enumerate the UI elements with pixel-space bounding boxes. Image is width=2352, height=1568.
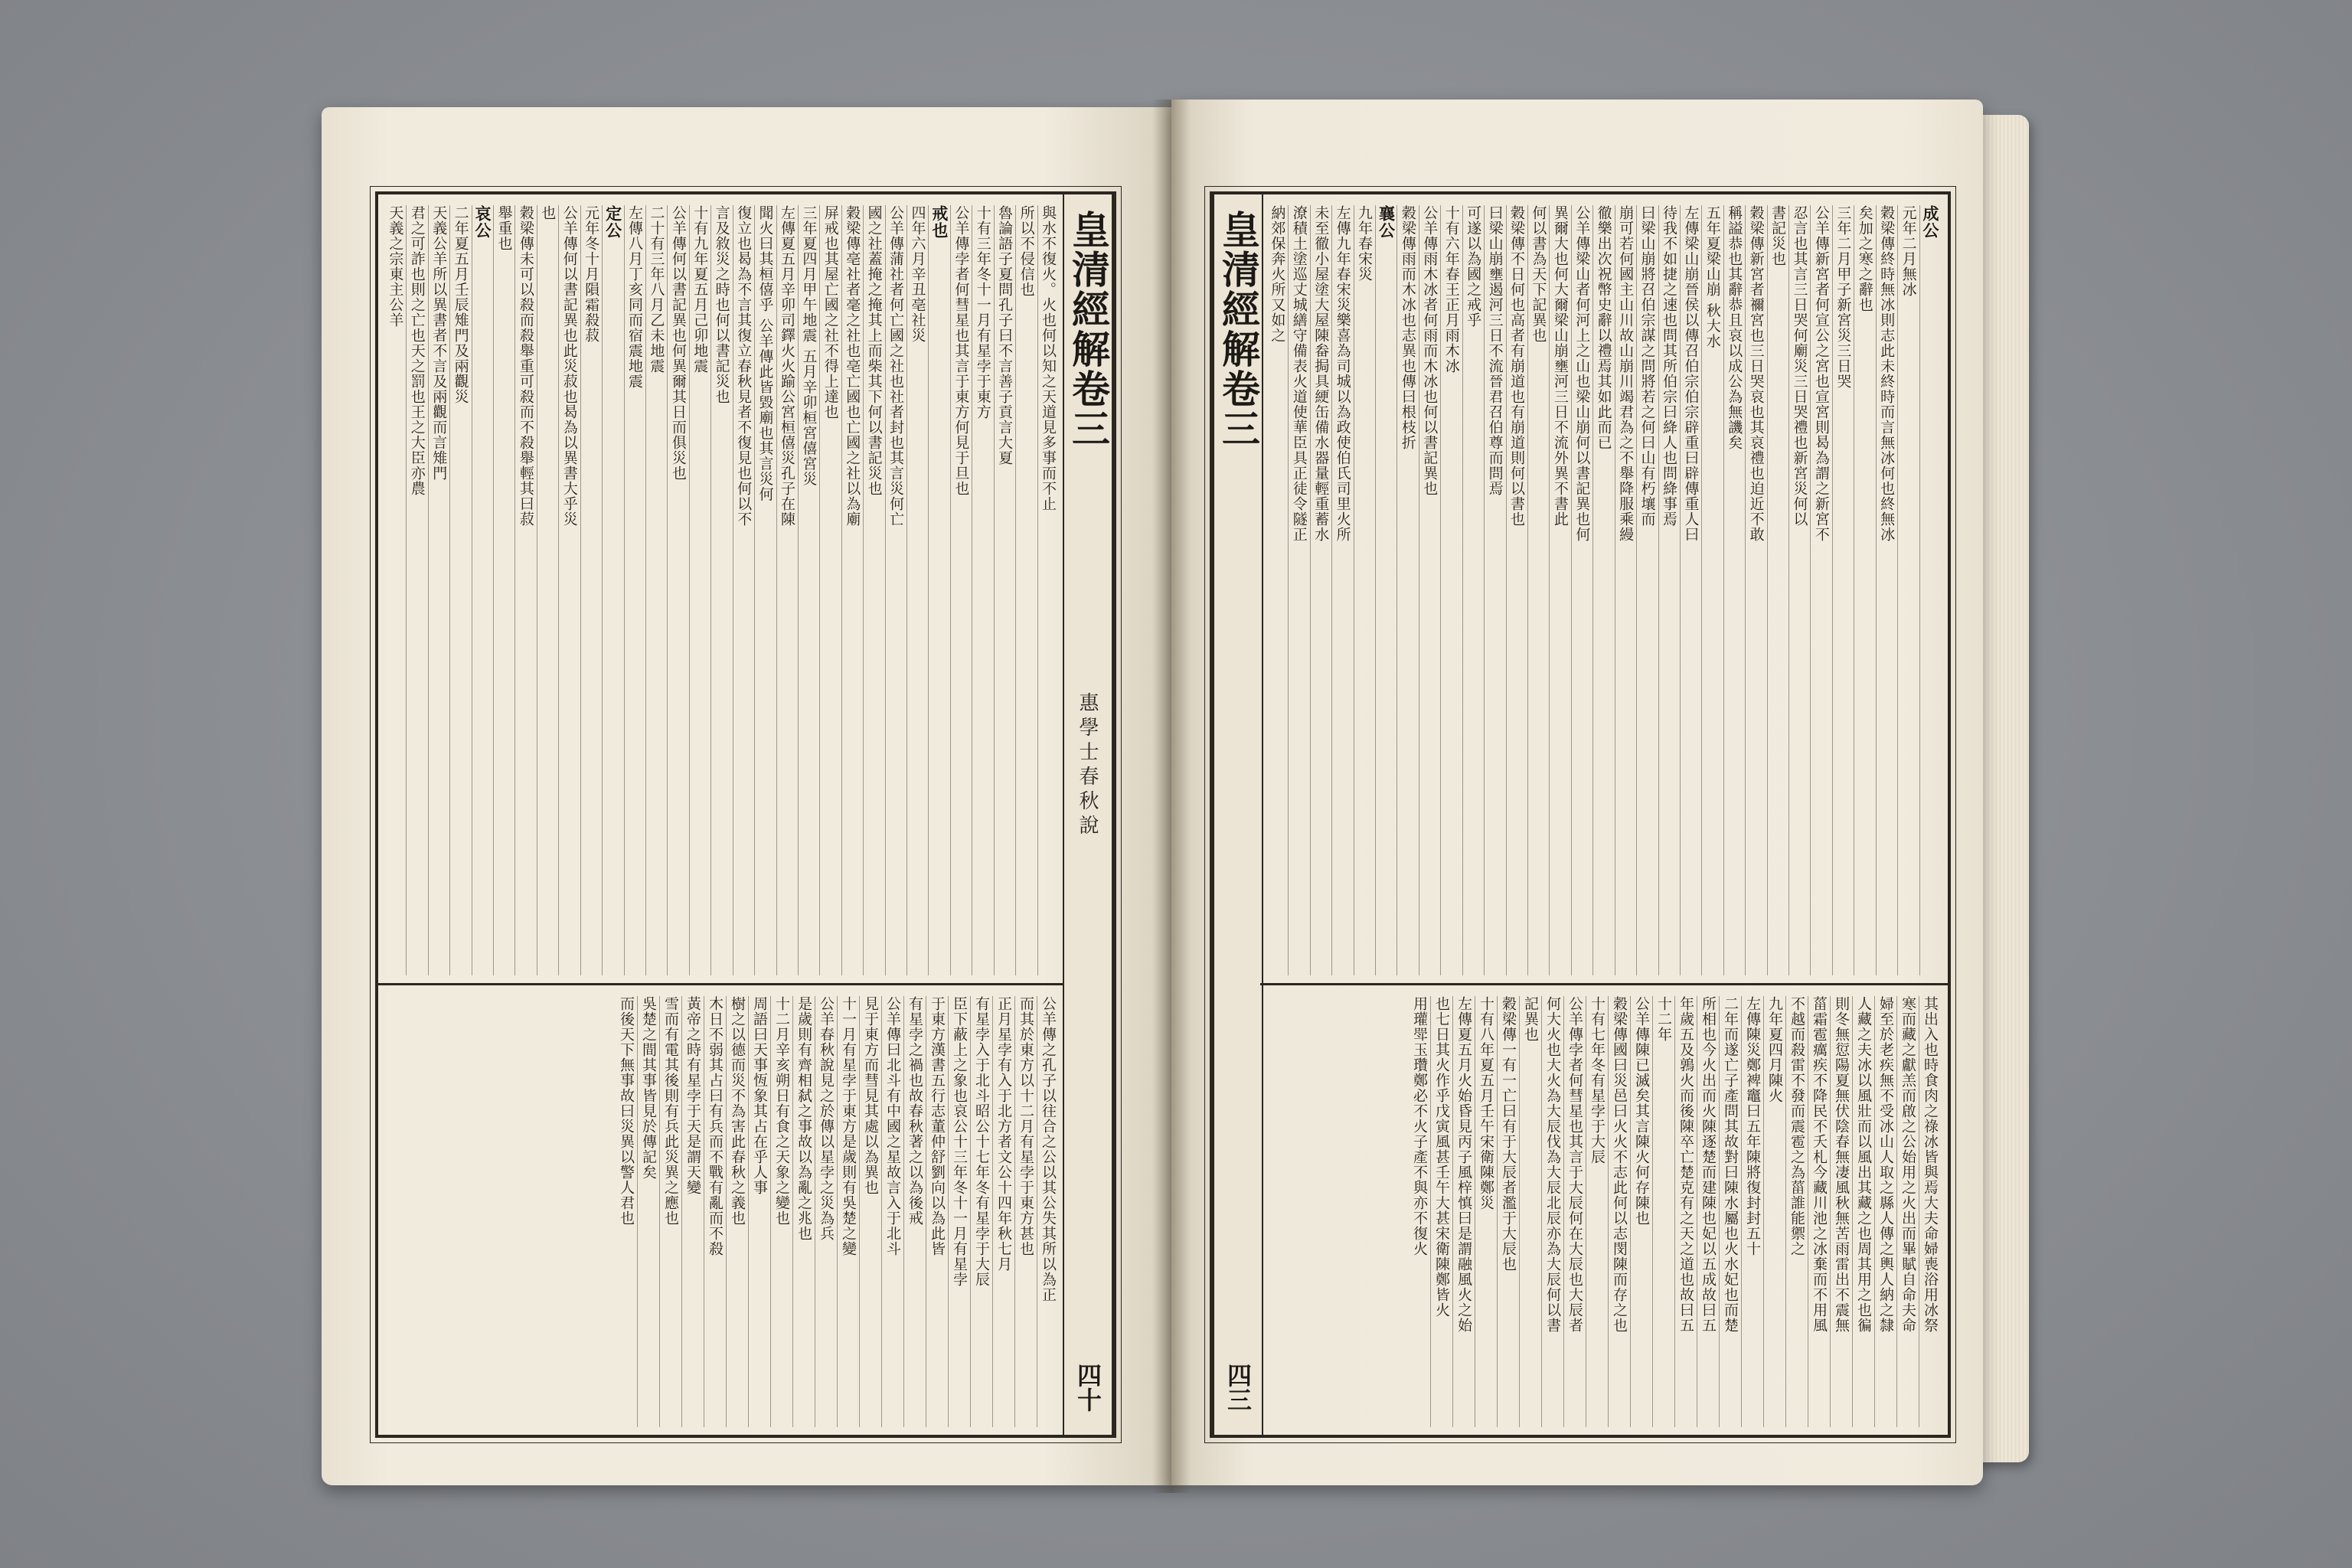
column-rule (689, 205, 690, 975)
column-rule (1785, 996, 1786, 1427)
column-rule (1763, 996, 1764, 1427)
left-author-title: 惠學士春秋說 (1076, 692, 1099, 839)
text-column: 曰梁山崩壅遏河三日不流晉君召伯尊而問焉 (1486, 205, 1504, 496)
column-rule (1331, 205, 1332, 975)
text-column: 聞火曰其桓僖乎 公羊傳此皆毀廟也其言災何 (756, 205, 774, 502)
column-rule (1680, 205, 1681, 975)
text-column: 三年夏四月甲午地震 五月辛卯桓宮僖宮災 (800, 205, 818, 487)
text-column: 穀梁傳新宮者禰宮也三日哭哀也其哀禮也迫近不敢 (1747, 205, 1765, 542)
text-column: 二年夏五月壬辰雉門及兩觀災 (452, 205, 469, 404)
text-column: 崩可若何國主山川故山崩川竭君為之不舉降服乘縵 (1617, 205, 1635, 542)
column-rule (1652, 996, 1653, 1427)
text-column: 元年冬十月隕霜殺菽 (583, 205, 600, 343)
text-column: 舉重也 (495, 205, 513, 251)
column-rule (776, 205, 777, 975)
text-column: 也七日其火作乎戊寅風甚壬午大甚宋衛陳鄭皆火 (1433, 996, 1450, 1318)
text-column: 公羊傳蒲社者何亡國之社也社者封也其言災何亡 (887, 205, 905, 527)
section-heading: 成公 (1921, 205, 1940, 239)
text-column: 年歲五及鶉火而後陳卒亡楚克有之天之道也故曰五 (1677, 996, 1694, 1333)
right-folio: 四三 (1223, 1363, 1253, 1412)
right-upper-columns (1268, 205, 1940, 975)
text-column: 穀梁傳雨而木冰也志異也傳曰根枝折 (1399, 205, 1416, 450)
text-column: 十一月有星孛于東方是歲則有吳楚之變 (840, 996, 857, 1256)
text-column: 天義之宗東主公羊 (387, 205, 404, 328)
right-volume-label: 卷三 (1216, 369, 1261, 449)
text-column: 臣下蔽上之象也哀公十三年冬十一月有星孛 (951, 996, 968, 1287)
text-column: 周語曰天事恆象其占在乎人事 (751, 996, 768, 1195)
column-rule (1396, 205, 1397, 975)
text-column: 穀梁傳國曰災邑曰火火不志此何以志閔陳而存之也 (1611, 996, 1628, 1333)
column-rule (493, 205, 494, 975)
column-rule (558, 205, 559, 975)
text-column: 穀梁傳未可以殺而殺舉重可殺而不殺舉輕其曰菽 (517, 205, 534, 527)
left-lower-register (378, 985, 1066, 1435)
column-rule (1810, 205, 1811, 975)
column-rule (428, 205, 429, 975)
column-rule (1484, 205, 1485, 975)
text-column: 稱謚恭也其辭恭且哀以成公為無譏矣 (1726, 205, 1743, 450)
text-column: 未至徹小屋塗大屋陳畚挶具綆缶備水器量輕重蓄水 (1312, 205, 1330, 542)
column-rule (1876, 205, 1877, 975)
text-column: 寒而藏之獻羔而啟之公始用之火出而畢賦自命夫命 (1900, 996, 1916, 1333)
column-rule (837, 996, 838, 1427)
column-rule (514, 205, 515, 975)
column-rule (602, 205, 603, 975)
text-column: 天義公羊所以異書者不言及兩觀而言雉門 (430, 205, 448, 481)
text-column: 左傳夏五月辛卯司鐸火火踰公宮桓僖災孔子在陳 (778, 205, 795, 527)
column-rule (1874, 996, 1875, 1427)
text-column: 公羊傳曰北斗有中國之星故言入于北斗 (884, 996, 901, 1256)
text-column: 待我不如捷之速也問其所伯宗曰絳人也問絳事焉 (1660, 205, 1677, 527)
column-rule (710, 205, 711, 975)
text-column: 而其於東方以十二月有星孛于東方甚也 (1018, 996, 1034, 1256)
text-column: 黃帝之時有星孛于天是謂天變 (684, 996, 701, 1195)
column-rule (1897, 205, 1898, 975)
column-rule (1658, 205, 1659, 975)
text-column: 公羊傳孛者何彗星也其言于大辰何在大辰也大辰者 (1566, 996, 1583, 1333)
column-rule (1310, 205, 1311, 975)
text-column: 其出入也時食肉之祿冰皆與焉大夫命婦喪浴用冰祭 (1922, 996, 1939, 1333)
text-column: 左傳九年春宋災樂喜為司城以為政使伯氏司里火所 (1334, 205, 1351, 542)
text-column: 納郊保奔火所又如之 (1269, 205, 1286, 343)
column-rule (1788, 205, 1789, 975)
text-column: 左傳陳災鄭裨竈曰五年陳將復封封五十 (1744, 996, 1761, 1256)
column-rule (928, 205, 929, 975)
text-column: 十有三年冬十一月有星孛于東方 (974, 205, 991, 420)
left-banner (1063, 194, 1113, 1435)
column-rule (1015, 205, 1016, 975)
text-column: 雪而有電其後則有兵此災異之應也 (662, 996, 679, 1226)
text-column: 不越而殺雷不發而震雹之為菑誰能禦之 (1788, 996, 1805, 1256)
text-column: 也 (539, 205, 557, 220)
section-heading: 襄公 (1377, 205, 1396, 239)
column-rule (1830, 996, 1831, 1427)
column-rule (1919, 205, 1920, 975)
text-column: 則冬無愆陽夏無伏陰春無凄風秋無苦雨雷出不震無 (1833, 996, 1850, 1333)
column-rule (819, 205, 820, 975)
column-rule (748, 996, 749, 1427)
column-rule (1592, 205, 1593, 975)
text-column: 用瓘斝玉瓚鄭必不火子產不與亦不復火 (1411, 996, 1428, 1256)
column-rule (792, 996, 793, 1427)
text-column: 菑霜雹癘疾不降民不夭札今藏川池之冰棄而不用風 (1811, 996, 1828, 1333)
column-rule (449, 205, 450, 975)
column-rule (1014, 996, 1015, 1427)
column-rule (1723, 205, 1724, 975)
column-rule (1674, 996, 1675, 1427)
column-rule (1452, 996, 1453, 1427)
column-rule (1541, 996, 1542, 1427)
column-rule (1527, 205, 1528, 975)
text-column: 十有六年春王正月雨木冰 (1442, 205, 1460, 374)
left-lower-columns (386, 996, 1058, 1427)
column-rule (1896, 996, 1897, 1427)
column-rule (992, 996, 993, 1427)
text-column: 復立也曷為不言其復立春秋見者不復見也何以不 (735, 205, 753, 527)
left-upper-columns (386, 205, 1058, 975)
text-column: 公羊春秋說見之於傳以星孛之災為兵 (818, 996, 835, 1241)
column-rule (859, 996, 860, 1427)
text-column: 曰梁山崩將召伯宗謀之問將若之何曰山有朽壤而 (1638, 205, 1656, 527)
text-column: 公羊傳何以書記異也此災菽也曷為以異書大乎災 (560, 205, 578, 527)
column-rule (1719, 996, 1720, 1427)
open-book (322, 84, 2029, 1516)
left-series-title: 皇清經解 (1066, 210, 1111, 369)
text-column: 穀梁傳一有一亡曰有于大辰者濫于大辰也 (1500, 996, 1517, 1272)
text-column: 可遂以為國之戒乎 (1465, 205, 1482, 328)
text-column: 而後天下無事故曰災異以警人君也 (618, 996, 635, 1226)
text-column: 九年夏四月陳火 (1766, 996, 1783, 1103)
text-column: 所以不侵信也 (1018, 205, 1035, 297)
text-column: 木日不弱其占曰有兵而不戰有亂而不殺 (707, 996, 724, 1256)
text-column: 穀梁傳終時無冰則志此未終時而言無冰何也終無冰 (1878, 205, 1896, 542)
column-rule (726, 996, 727, 1427)
text-column: 人藏之夫冰以風壯而以風出其藏之也周其用之也徧 (1855, 996, 1872, 1333)
column-rule (754, 205, 755, 975)
text-column: 正月星孛有入于北方者文公十四年秋七月 (995, 996, 1012, 1272)
text-column: 四年六月辛丑亳社災 (909, 205, 926, 343)
text-column: 記異也 (1522, 996, 1539, 1042)
text-column: 樹之以德而災不為害此春秋之義也 (729, 996, 746, 1226)
book-gutter (1152, 100, 1191, 1493)
column-rule (1037, 205, 1038, 975)
left-banner-title (1067, 210, 1109, 449)
text-column: 與水不復火。火也何以知之天道見多事而不止 (1040, 205, 1057, 511)
text-column: 矣加之寒之辭也 (1856, 205, 1873, 312)
text-column: 書記災也 (1769, 205, 1787, 266)
text-column: 公羊傳何以書記異也何異爾其日而俱災也 (669, 205, 687, 481)
column-rule (950, 205, 951, 975)
text-column: 十二年 (1655, 996, 1672, 1042)
column-rule (1462, 205, 1463, 975)
text-column: 公羊傳孛者何彗星也其言于東方何見于旦也 (952, 205, 970, 496)
right-upper-register (1260, 194, 1948, 985)
text-column: 何以書為天下記異也 (1530, 205, 1547, 343)
text-column: 二年而遂亡子產問其故對曰陳水屬也火水妃也而楚 (1722, 996, 1739, 1333)
column-rule (903, 996, 904, 1427)
text-column: 公羊傳之孔子以往合之公以其公失其所以為正 (1040, 996, 1057, 1302)
text-column: 十有八年夏五月壬午宋衛陳鄭災 (1478, 996, 1494, 1210)
column-rule (885, 205, 886, 975)
text-column: 婦至於老疾無不受冰山人取之縣人傳之輿人納之隸 (1877, 996, 1894, 1333)
column-rule (1519, 996, 1520, 1427)
text-column: 元年二月無冰 (1900, 205, 1917, 297)
right-banner (1213, 194, 1263, 1435)
column-rule (770, 996, 771, 1427)
left-page (322, 107, 1171, 1485)
column-rule (1549, 205, 1550, 975)
text-column: 公羊傳雨木冰者何雨而木冰也何以書記異也 (1421, 205, 1439, 496)
column-rule (970, 996, 971, 1427)
column-rule (637, 996, 638, 1427)
column-rule (1563, 996, 1564, 1427)
text-column: 有星孛入于北斗昭公十七年冬有星孛于大辰 (973, 996, 990, 1287)
column-rule (841, 205, 842, 975)
column-rule (1832, 205, 1833, 975)
column-rule (1852, 996, 1853, 1427)
text-column: 國之社蓋掩之掩其上而柴其下何以書記災也 (865, 205, 883, 496)
text-column: 吳楚之間其事皆見於傳記矣 (640, 996, 657, 1180)
text-column: 九年春宋災 (1356, 205, 1374, 282)
column-rule (1497, 996, 1498, 1427)
column-rule (1571, 205, 1572, 975)
column-rule (681, 996, 682, 1427)
column-rule (1440, 205, 1441, 975)
text-column: 忍言也其言三日哭何廟災三日哭禮也新宮災何以 (1791, 205, 1808, 527)
text-column: 左傳梁山崩晉侯以傳召伯宗伯宗辟重曰辟傳重人曰 (1682, 205, 1700, 542)
column-rule (1506, 205, 1507, 975)
text-column: 魯論語子夏問孔子曰不言善子貢言大夏 (996, 205, 1014, 466)
left-folio: 四十 (1073, 1363, 1102, 1412)
column-rule (994, 205, 995, 975)
text-column: 穀梁傳不日何也高者有崩道也有崩道則何以書也 (1508, 205, 1525, 527)
column-rule (624, 205, 625, 975)
right-lower-columns (1268, 996, 1940, 1427)
text-column: 公羊傳新宮者何宣公之宮也宣宮則曷為謂之新宮不 (1812, 205, 1830, 542)
section-heading: 定公 (603, 205, 623, 239)
text-column: 十有七年冬有星孛于大辰 (1589, 996, 1606, 1165)
right-page-frame (1210, 191, 1951, 1438)
column-rule (580, 205, 581, 975)
text-column: 有星孛之禍也故春秋著之以為後戒 (906, 996, 923, 1226)
left-upper-register (378, 194, 1066, 985)
text-column: 左傳八月丁亥同而宿震地震 (626, 205, 643, 389)
column-rule (645, 205, 646, 975)
right-lower-register (1260, 985, 1948, 1435)
column-rule (659, 996, 660, 1427)
text-column: 君之可詐也則之亡也天之罰也王之大臣亦農 (408, 205, 426, 496)
column-rule (1288, 205, 1289, 975)
text-column: 言及敘災之時也何以書記災也 (713, 205, 730, 404)
text-column: 三年二月甲子新宮災三日哭 (1834, 205, 1852, 389)
column-rule (667, 205, 668, 975)
text-column: 公羊傳梁山者何河上之山也梁山崩何以書記異也何 (1573, 205, 1591, 542)
right-page (1171, 100, 1983, 1485)
text-column: 見于東方而彗見其處以為異也 (862, 996, 879, 1195)
column-rule (863, 205, 864, 975)
right-series-title: 皇清經解 (1216, 210, 1261, 369)
column-rule (1375, 205, 1376, 975)
column-rule (948, 996, 949, 1427)
text-column: 屏戒也其屋亡國之社不得上達也 (822, 205, 839, 420)
column-rule (1430, 996, 1431, 1427)
text-column: 所相也今火出而火陳逐楚而建陳也妃以五成故曰五 (1700, 996, 1717, 1333)
text-column: 公羊傳陳已滅矣其言陳火何存陳也 (1633, 996, 1650, 1226)
column-rule (1701, 205, 1702, 975)
column-rule (1608, 996, 1609, 1427)
column-rule (906, 205, 907, 975)
text-column: 何大火也大火為大辰伐為大辰北辰亦為大辰何以書 (1544, 996, 1561, 1333)
text-column: 穀梁傳亳社者毫之社也亳亡國也亡國之社以為廟 (844, 205, 861, 527)
column-rule (1767, 205, 1768, 975)
left-volume-label: 卷三 (1066, 369, 1111, 449)
text-column: 十有九年夏五月己卯地震 (691, 205, 709, 374)
column-rule (1741, 996, 1742, 1427)
text-column: 十二月辛亥朔日有食之天象之變也 (773, 996, 790, 1226)
right-banner-title (1217, 210, 1259, 449)
column-rule (1745, 205, 1746, 975)
section-heading: 哀公 (473, 205, 493, 239)
left-page-frame (375, 191, 1116, 1438)
text-column: 于東方漢書五行志董仲舒劉向以為此皆 (929, 996, 946, 1256)
text-column: 是歲則有齊相弑之事故以為亂之兆也 (795, 996, 812, 1241)
column-rule (406, 205, 407, 975)
column-rule (798, 205, 799, 975)
text-column: 徹樂出次祝幣史辭以禮焉其如此而已 (1595, 205, 1612, 450)
column-rule (881, 996, 882, 1427)
column-rule (1630, 996, 1631, 1427)
text-column: 潦積土塗巡丈城繕守備表火道使華臣具正徒令隧正 (1290, 205, 1308, 542)
text-column: 左傳夏五月火始昏見丙子風梓慎曰是謂融風火之始 (1455, 996, 1472, 1333)
text-column: 二十有三年八月乙未地震 (648, 205, 665, 374)
column-rule (1636, 205, 1637, 975)
text-column: 五年夏梁山崩 秋大水 (1704, 205, 1721, 349)
text-column: 異爾大也何大爾梁山崩壅河三日不流外異不書此 (1551, 205, 1569, 527)
section-heading: 戒也 (929, 205, 949, 239)
